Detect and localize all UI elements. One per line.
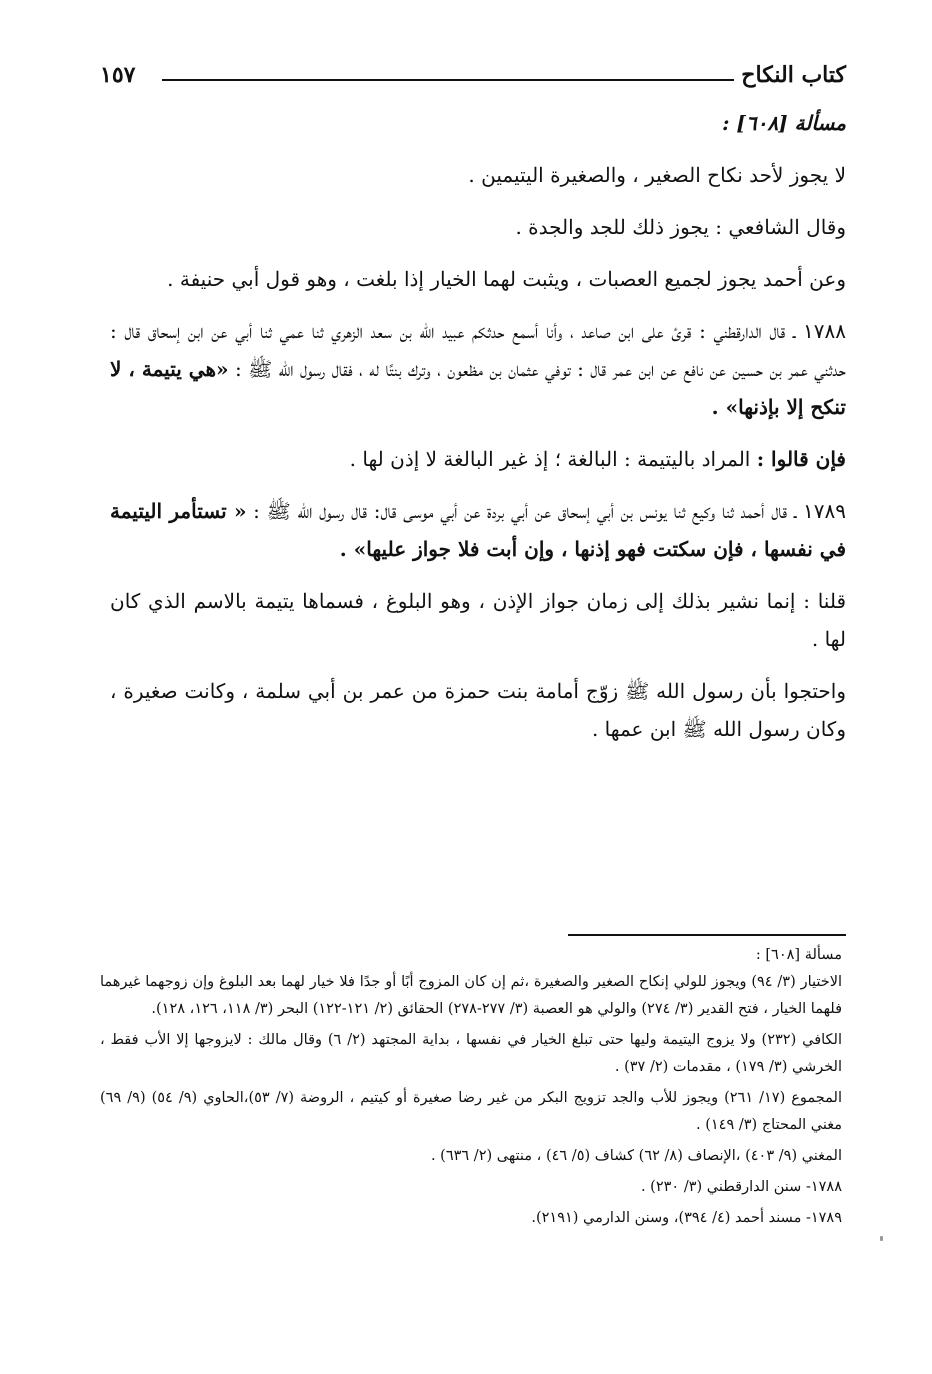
paragraph-last: واحتجوا بأن رسول الله ﷺ زوّج أمامة بنت حمزة من عمر بن أبي سلمة ، وكانت صغيرة ، وكان رسول الله ﷺ ابن عمها .: [110, 679, 846, 741]
issue-heading: مسألة [٦٠٨] :: [722, 111, 846, 135]
hadith-1789-text: ١٧٨٩ ـ قال أحمد ثنا وكيع ثنا يونس بن أبي إسحاق عن أبي بردة عن أبي موسى قال: قال رسول الله ﷺ :: [253, 499, 846, 523]
scan-speck: [880, 1236, 883, 1241]
main-text: [110, 104, 846, 748]
footnote-maliki: الكافي (٢٣٢) ولا يزوج اليتيمة وليها حتى تبلغ الخيار في نفسها ، بداية المجتهد (٢/ ٦) وقال مالك : لايزوجها إلا الأب فقط ، الخرشي (٣/ ١٧٩) ، مقدمات (٢/ ٣٧) .: [100, 1032, 842, 1075]
objection-paragraph: [110, 440, 846, 478]
hadith-1789-quote: « تستأمر اليتيمة في نفسها ، فإن سكتت فهو إذنها ، وإن أبت فلا جواز عليها» .: [110, 499, 846, 561]
reply-text: إنما نشير بذلك إلى زمان جواز الإذن ، وهو البلوغ ، فسماها يتيمة بالاسم الذي كان لها .: [110, 589, 846, 651]
paragraph-2: وقال الشافعي : يجوز ذلك للجد والجدة .: [515, 215, 846, 239]
footnote-heading: مسألة [٦٠٨] :: [755, 947, 842, 963]
hadith-1788-text: ١٧٨٨ ـ قال الدارقطني : قرئ على ابن صاعد ، وأنا أسمع حدثكم عبيد الله بن سعد الزهري ثنا عمي ثنا أبي عن ابن إسحاق قال : حدثني عمر بن حسين عن نافع عن ابن عمر قال : توفي عثمان بن مظعون ، وترك بنتًا له ، فقال رسول الله ﷺ :: [110, 319, 846, 381]
hadith-1788: [110, 312, 846, 426]
footnote-hanbali: المغني (٩/ ٤٠٣) ،الإنصاف (٨/ ٦٢) كشاف (٥/ ٤٦) ، منتهى (٢/ ٦٣٦) .: [430, 1148, 842, 1164]
footnote-hanafi: الاختيار (٣/ ٩٤) ويجوز للولي إنكاح الصغير والصغيرة ،ثم إن كان المزوج أبًا أو جدًا فلا خيار لهما بعد البلوغ وإن زوجهما غيرهما فلهما الخيار ، فتح القدير (٣/ ٢٧٤) والولي هو العصبة (٣/ ٢٧٧-٢٧٨) الحقائق (٢/ ١٢١-١٢٢) البحر (٣/ ١١٨، ١٢٦، ١٢٨).: [100, 974, 843, 1017]
footnote-1789: ١٧٨٩- مسند أحمد (٤/ ٣٩٤)، وسنن الدارمي (٢١٩١).: [531, 1210, 842, 1226]
page-number: ١٥٧: [100, 62, 136, 88]
footnote-1788: ١٧٨٨- سنن الدارقطني (٣/ ٢٣٠) .: [640, 1179, 842, 1195]
running-header: [100, 58, 846, 98]
objection-lead: فإن قالوا :: [756, 447, 846, 471]
paragraph-3: وعن أحمد يجوز لجميع العصبات ، ويثبت لهما الخيار إذا بلغت ، وهو قول أبي حنيفة .: [167, 267, 846, 291]
footnote-shafii: المجموع (١٧/ ٢٦١) ويجوز للأب والجد تزويج البكر من غير رضا صغيرة أو كيتيم ، الروضة (٧/ ٥٣)،الحاوي (٩/ ٥٤) (٩/ ٦٩) مغني المحتاج (٣/ ١٤٩) .: [100, 1090, 842, 1133]
objection-text: المراد باليتيمة : البالغة ؛ إذ غير البالغة لا إذن لها .: [349, 447, 751, 471]
footnote-rule: [568, 934, 846, 936]
reply-lead: قلنا :: [803, 589, 847, 613]
paragraph-1: لا يجوز لأحد نكاح الصغير ، والصغيرة اليتيمين .: [468, 163, 846, 187]
footnotes: [100, 942, 842, 1232]
hadith-1788-quote: «هي يتيمة ، لا تنكح إلا بإذنها» .: [110, 357, 846, 419]
header-rule: [162, 79, 734, 81]
chapter-title: كتاب النكاح: [741, 62, 846, 88]
reply-paragraph: [110, 582, 846, 658]
hadith-1789: [110, 492, 846, 568]
